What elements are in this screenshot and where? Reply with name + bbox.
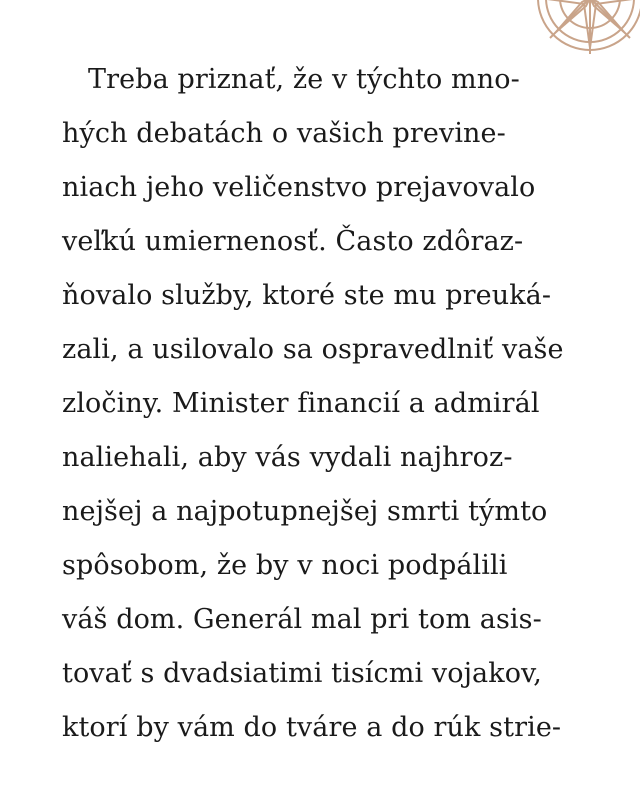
text-line: niach jeho veličenstvo prejavovalo: [62, 172, 536, 203]
text-line: hých debatách o vašich previne-: [62, 118, 506, 149]
body-text: [62, 53, 582, 755]
text-line: veľkú umiernenosť. Často zdôraz-: [62, 226, 524, 257]
text-line: spôsobom, že by v noci podpálili: [62, 550, 508, 581]
text-line: ňovalo služby, ktoré ste mu preuká-: [62, 280, 552, 311]
compass-rose-icon: [530, 0, 640, 58]
text-line: zločiny. Minister financií a admirál: [62, 388, 540, 419]
text-line: naliehali, aby vás vydali najhroz-: [62, 442, 513, 473]
text-line: zali, a usilovalo sa ospravedlniť vaše: [62, 334, 564, 365]
text-line: nejšej a najpotupnejšej smrti týmto: [62, 496, 548, 527]
text-line: tovať s dvadsiatimi tisícmi vojakov,: [62, 658, 542, 689]
text-line: ktorí by vám do tváre a do rúk strie-: [62, 712, 562, 743]
text-line: váš dom. Generál mal pri tom asis-: [62, 604, 542, 635]
text-line: Treba priznať, že v týchto mno-: [88, 64, 520, 95]
